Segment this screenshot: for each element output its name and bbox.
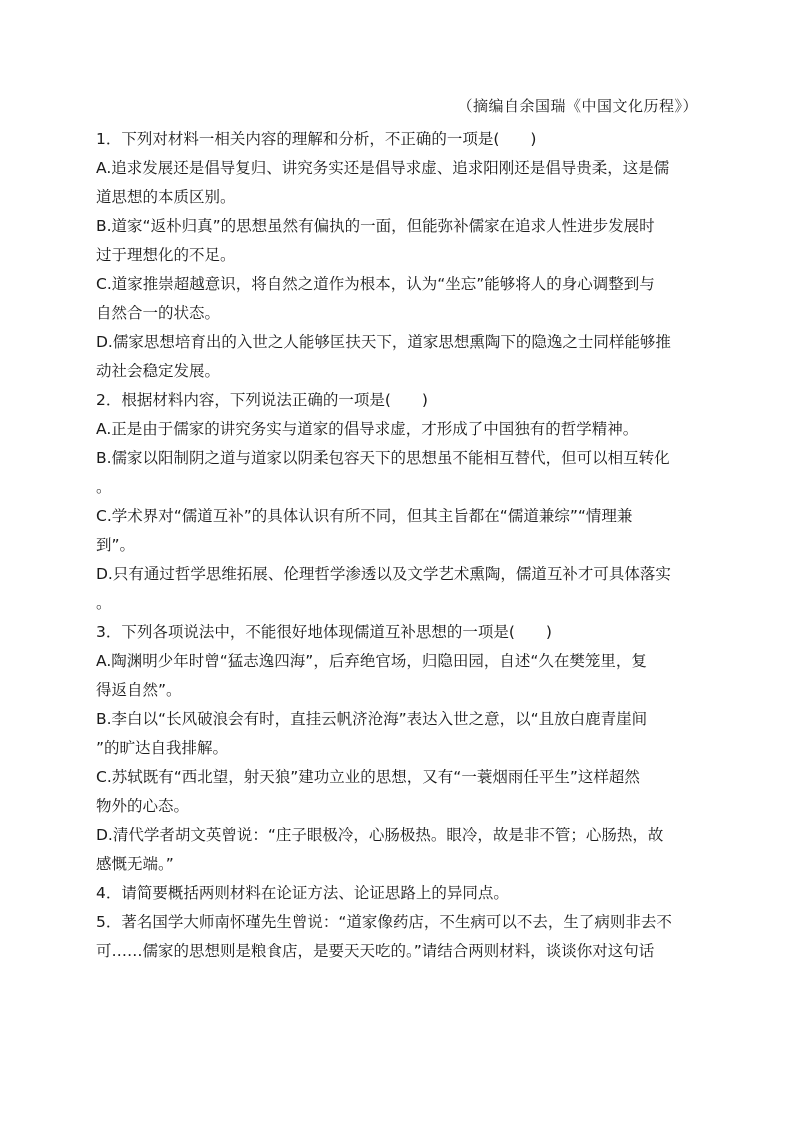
text-line: 物外的心态。	[96, 797, 190, 815]
source-citation: （摘编自余国瑞《中国文化历程》）	[457, 97, 698, 115]
text-line: 3．下列各项说法中，不能很好地体现儒道互补思想的一项是( )	[96, 623, 552, 641]
text-line: 4．请简要概括两则材料在论证方法、论证思路上的异同点。	[96, 884, 509, 902]
text-line: 动社会稳定发展。	[96, 362, 221, 380]
text-line: C.苏轼既有“西北望，射天狼”建功立业的思想，又有“一蓑烟雨任平生”这样超然	[96, 768, 640, 786]
text-line: 。	[96, 594, 112, 612]
text-line: 1．下列对材料一相关内容的理解和分析，不正确的一项是( )	[96, 130, 537, 148]
text-line: 到”。	[96, 536, 136, 554]
text-line: 5．著名国学大师南怀瑾先生曾说：“道家像药店，不生病可以不去，生了病则非去不	[96, 913, 672, 931]
text-line: 2．根据材料内容，下列说法正确的一项是( )	[96, 391, 428, 409]
text-line: A.追求发展还是倡导复归、讲究务实还是倡导求虚、追求阳刚还是倡导贵柔，这是儒	[96, 159, 670, 177]
text-line: 道思想的本质区别。	[96, 188, 236, 206]
text-line: B.李白以“长风破浪会有时，直挂云帆济沧海”表达入世之意，以“且放白鹿青崖间	[96, 710, 648, 728]
text-line: 。	[96, 478, 112, 496]
text-line: D.只有通过哲学思维拓展、伦理哲学渗透以及文学艺术熏陶，儒道互补才可具体落实	[96, 565, 671, 583]
text-line: C.道家推崇超越意识，将自然之道作为根本，认为“坐忘”能够将人的身心调整到与	[96, 275, 655, 293]
text-line: A.正是由于儒家的讲究务实与道家的倡导求虚，才形成了中国独有的哲学精神。	[96, 420, 639, 438]
text-line: 得返自然”。	[96, 681, 182, 699]
text-line: 过于理想化的不足。	[96, 246, 236, 264]
text-line: B.道家“返朴归真”的思想虽然有偏执的一面，但能弥补儒家在追求人性进步发展时	[96, 217, 655, 235]
text-line: 感慨无端。”	[96, 855, 174, 873]
text-line: B.儒家以阳制阴之道与道家以阴柔包容天下的思想虽不能相互替代，但可以相互转化	[96, 449, 670, 467]
text-line: 可……儒家的思想则是粮食店，是要天天吃的。”请结合两则材料，谈谈你对这句话	[96, 942, 655, 960]
text-line: D.儒家思想培育出的入世之人能够匡扶天下，道家思想熏陶下的隐逸之士同样能够推	[96, 333, 671, 351]
text-line: A.陶渊明少年时曾“猛志逸四海”，后弃绝官场，归隐田园，自述“久在樊笼里，复	[96, 652, 647, 670]
text-line: D.清代学者胡文英曾说：“庄子眼极冷，心肠极热。眼冷，故是非不管；心肠热，故	[96, 826, 664, 844]
text-line: 自然合一的状态。	[96, 304, 221, 322]
text-line: C.学术界对“儒道互补”的具体认识有所不同，但其主旨都在“儒道兼综”“情理兼	[96, 507, 633, 525]
question-text-block	[96, 125, 696, 966]
text-line: ”的旷达自我排解。	[96, 739, 229, 757]
